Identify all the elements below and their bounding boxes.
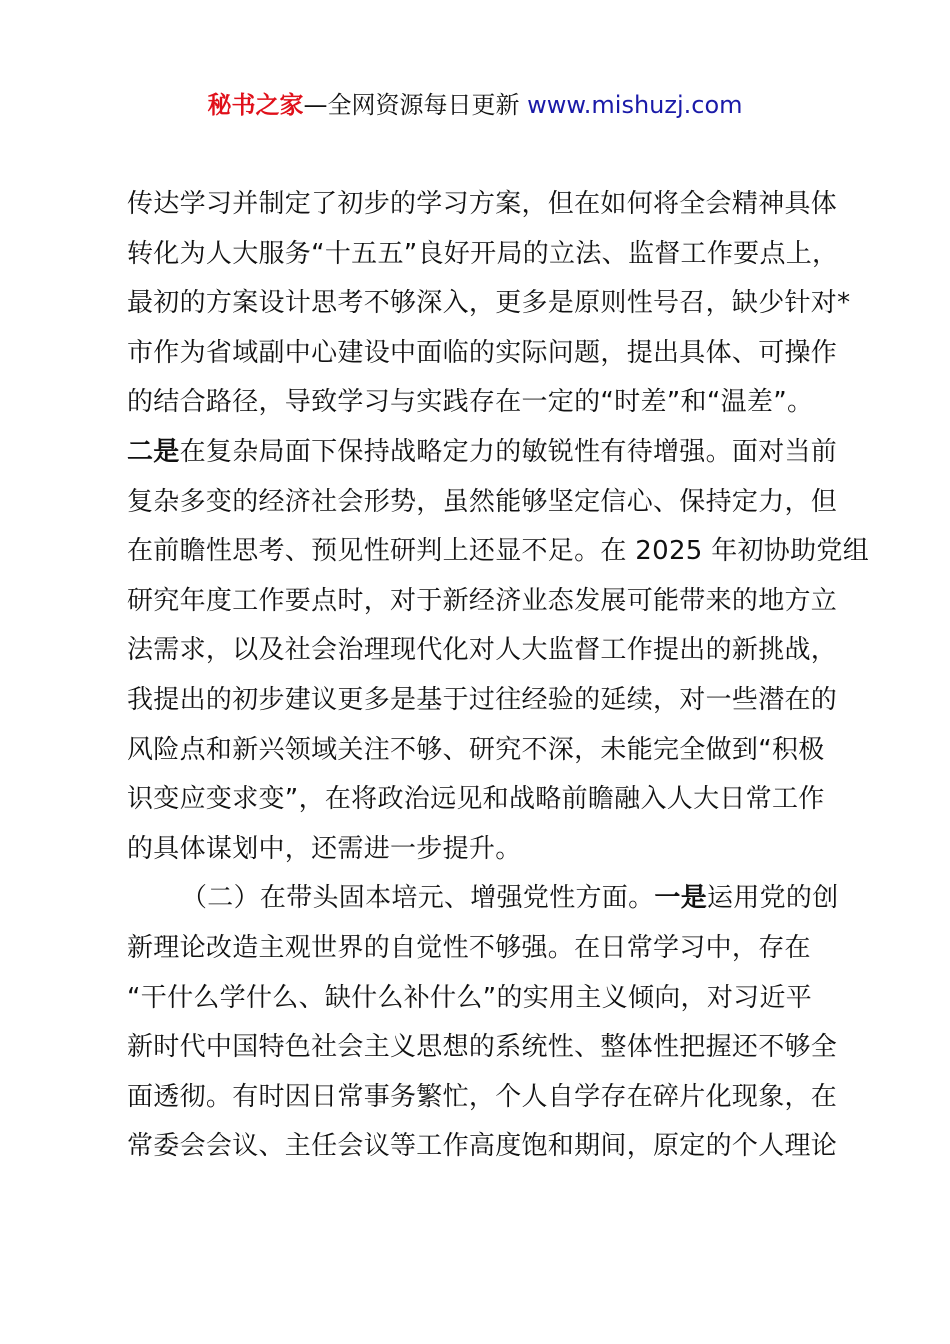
header-tagline: —全网资源每日更新 (303, 91, 528, 119)
text-line: 的结合路径，导致学习与实践存在一定的“时差”和“温差”。 (127, 387, 814, 418)
text-line: 二是在复杂局面下保持战略定力的敏锐性有待增强。面对当前 (127, 436, 838, 467)
text-line: “干什么学什么、缺什么补什么”的实用主义倾向，对习近平 (127, 982, 813, 1013)
text-line: 在前瞻性思考、预见性研判上还显不足。在 2025 年初协助党组 (127, 536, 869, 567)
text-line: 研究年度工作要点时，对于新经济业态发展可能带来的地方立 (127, 585, 838, 616)
text-line: 新时代中国特色社会主义思想的系统性、整体性把握还不够全 (127, 1032, 838, 1063)
document-body (127, 180, 869, 1172)
text-line: 复杂多变的经济社会形势，虽然能够坚定信心、保持定力，但 (127, 486, 838, 517)
text-line: 识变应变求变”，在将政治远见和战略前瞻融入人大日常工作 (127, 784, 825, 815)
text-line: 最初的方案设计思考不够深入，更多是原则性号召，缺少针对* (127, 288, 851, 319)
brand-name: 秘书之家 (207, 91, 304, 119)
text-line: 常委会会议、主任会议等工作高度饱和期间，原定的个人理论 (127, 1131, 838, 1162)
text-line: 转化为人大服务“十五五”良好开局的立法、监督工作要点上， (127, 238, 839, 269)
text-line: 的具体谋划中，还需进一步提升。 (127, 833, 522, 864)
text-line: 风险点和新兴领域关注不够、研究不深，未能完全做到“积极 (127, 734, 825, 765)
site-url-link[interactable]: www.mishuzj.com (527, 91, 743, 119)
ordinal-label: 一是 (654, 883, 708, 914)
section-heading: （二）在带头固本培元、增强党性方面。 (181, 883, 655, 914)
text-line: 面透彻。有时因日常事务繁忙，个人自学存在碎片化现象，在 (127, 1081, 838, 1112)
text-line: 传达学习并制定了初步的学习方案，但在如何将全会精神具体 (127, 189, 838, 219)
ordinal-label: 二是 (127, 436, 180, 467)
section-heading-line: （二）在带头固本培元、增强党性方面。一是运用党的创 (181, 883, 839, 914)
page-header (0, 88, 950, 122)
text-line: 我提出的初步建议更多是基于过往经验的延续，对一些潜在的 (127, 684, 838, 715)
text-line: 市作为省域副中心建设中面临的实际问题，提出具体、可操作 (127, 337, 838, 368)
text-line: 新理论改造主观世界的自觉性不够强。在日常学习中，存在 (127, 932, 811, 963)
text-line: 法需求，以及社会治理现代化对人大监督工作提出的新挑战， (127, 635, 838, 666)
